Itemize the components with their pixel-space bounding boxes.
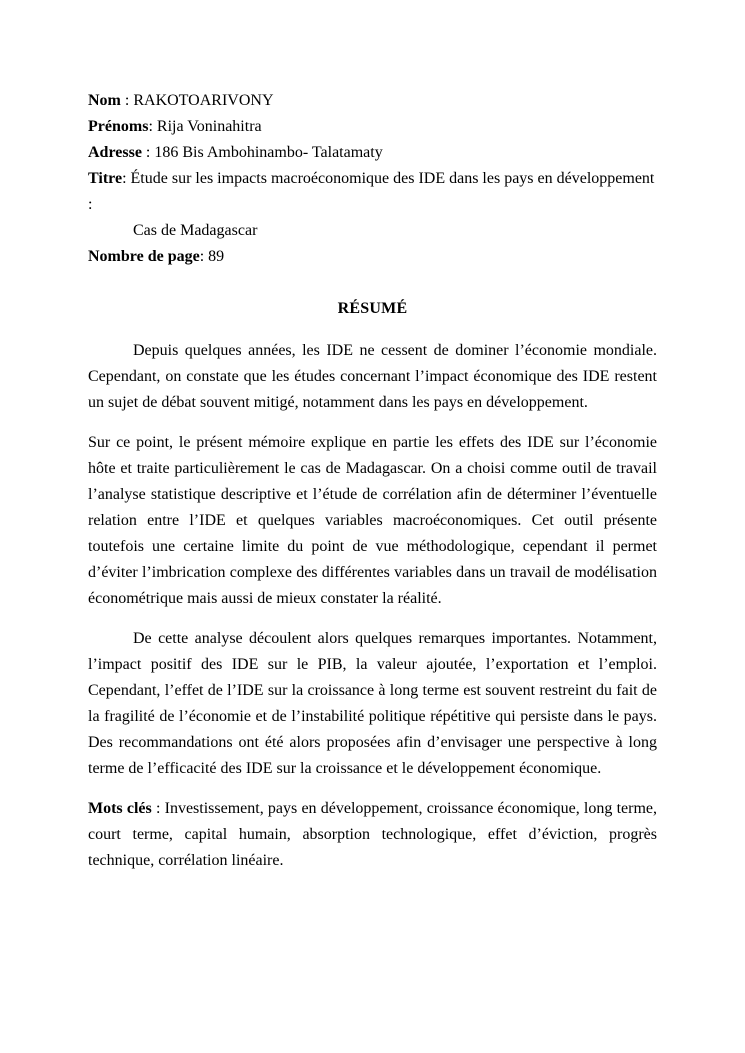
field-adresse-separator: : (141, 144, 155, 161)
field-prenoms (88, 114, 657, 140)
field-adresse-value: 186 Bis Ambohinambo- Talatamaty (154, 144, 383, 161)
keywords-text: Investissement, pays en développement, croissance économique, long terme, court terme, capital humain, absorption technologique, effet d’éviction, progrès technique, corrélation linéaire. (88, 800, 658, 869)
field-titre-separator: : (122, 170, 131, 187)
field-titre (88, 166, 657, 218)
abstract-paragraph-2: Sur ce point, le présent mémoire explique en partie les effets des IDE sur l’économie hôte et traite particulièrement le cas de Madagascar. On a choisi comme outil de travail l’analyse statistique descriptive et l’étude de corrélation afin de déterminer l’éventuelle relation entre l’IDE et quelques variables macroéconomiques. Cet outil présente toutefois une certaine limite du point de vue méthodologique, cependant il permet d’éviter l’imbrication complexe des différentes variables dans un travail de modélisation économétrique mais aussi de mieux constater la réalité. (88, 434, 657, 607)
field-nom-value: RAKOTOARIVONY (133, 92, 274, 109)
field-prenoms-separator: : (148, 118, 157, 135)
keywords-paragraph (88, 796, 657, 874)
field-nom (88, 88, 657, 114)
field-titre-label: Titre (88, 170, 123, 187)
field-nombre-de-page-value: 89 (208, 248, 225, 265)
field-prenoms-label: Prénoms (88, 118, 149, 135)
field-titre-value: Étude sur les impacts macroéconomique des IDE dans les pays en développement : (88, 170, 655, 213)
field-prenoms-value: Rija Voninahitra (156, 118, 262, 135)
keywords-separator: : (151, 800, 165, 817)
abstract-paragraph-3: De cette analyse découlent alors quelques remarques importantes. Notamment, l’impact positif des IDE sur le PIB, la valeur ajoutée, l’exportation et l’emploi. Cependant, l’effet de l’IDE sur la croissance à long terme est souvent restreint du fait de la fragilité de l’économie et de l’instabilité politique répétitive qui persiste dans le pays. Des recommandations ont été alors proposées afin d’envisager une perspective à long terme de l’efficacité des IDE sur la croissance et le développement économique. (88, 630, 657, 777)
section-title-resume: RÉSUMÉ (337, 300, 408, 317)
field-adresse (88, 140, 657, 166)
field-nom-label: Nom (88, 92, 121, 109)
field-titre-continuation: Cas de Madagascar (133, 222, 258, 239)
field-adresse-label: Adresse (88, 144, 142, 161)
header-fields-block (88, 88, 657, 270)
keywords-label: Mots clés (88, 800, 152, 817)
abstract-paragraph-1: Depuis quelques années, les IDE ne cessent de dominer l’économie mondiale. Cependant, on constate que les études concernant l’impact économique des IDE restent un sujet de débat souvent mitigé, notamment dans les pays en développement. (88, 342, 657, 411)
field-nombre-de-page-separator: : (199, 248, 209, 265)
field-nombre-de-page (88, 244, 657, 270)
field-nom-separator: : (120, 92, 134, 109)
field-nombre-de-page-label: Nombre de page (88, 248, 200, 265)
